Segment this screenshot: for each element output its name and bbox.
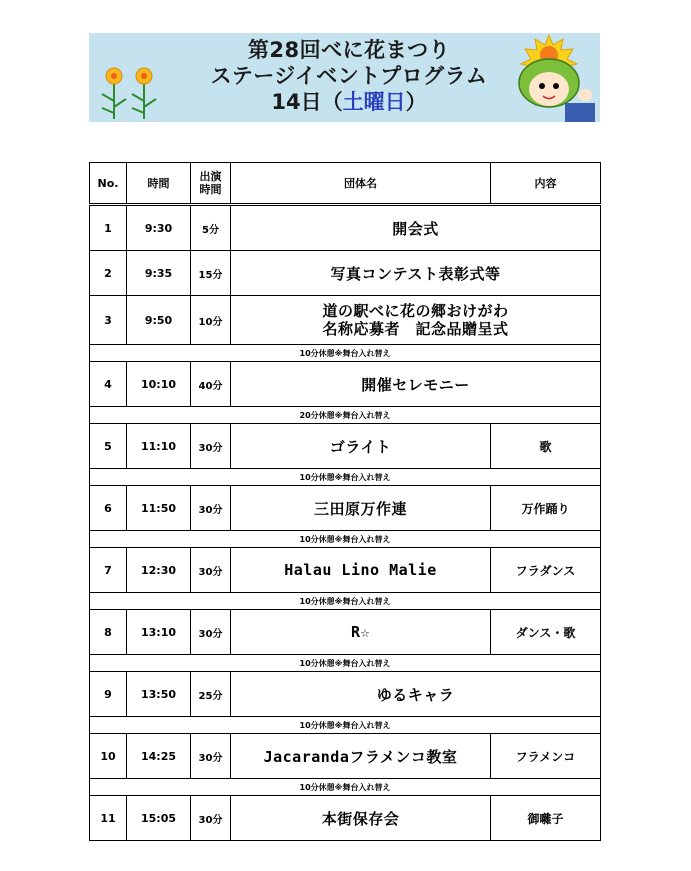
break-note: 10分休憩※舞台入れ替え xyxy=(90,655,601,672)
break-row xyxy=(90,717,601,734)
table-row xyxy=(90,610,601,655)
group-name: Jacarandaフラメンコ教室 xyxy=(231,734,491,779)
group-name: ゴライト xyxy=(231,424,491,469)
break-row xyxy=(90,469,601,486)
col-header-no: No. xyxy=(90,163,127,205)
table-row xyxy=(90,548,601,593)
col-header-duration xyxy=(191,163,231,205)
group-name: ゆるキャラ xyxy=(231,672,601,717)
table-row xyxy=(90,734,601,779)
table-row xyxy=(90,672,601,717)
performance-content: 万作踊り xyxy=(491,486,601,531)
break-note: 10分休憩※舞台入れ替え xyxy=(90,717,601,734)
performance-content: 歌 xyxy=(491,424,601,469)
row-number: 7 xyxy=(90,548,127,593)
title-line-3 xyxy=(199,89,499,115)
row-number: 8 xyxy=(90,610,127,655)
program-table xyxy=(89,162,601,841)
start-time: 13:10 xyxy=(127,610,191,655)
group-name: 本街保存会 xyxy=(231,796,491,841)
mascot-character xyxy=(497,33,600,122)
start-time: 9:35 xyxy=(127,251,191,296)
duration: 10分 xyxy=(191,296,231,345)
performance-content: フラメンコ xyxy=(491,734,601,779)
table-row xyxy=(90,296,601,345)
group-name-line1: 道の駅べに花の郷おけがわ xyxy=(322,302,509,320)
row-number: 4 xyxy=(90,362,127,407)
group-name: 開会式 xyxy=(231,205,601,251)
duration: 40分 xyxy=(191,362,231,407)
row-number: 9 xyxy=(90,672,127,717)
start-time: 11:50 xyxy=(127,486,191,531)
date-prefix: 14日（ xyxy=(271,90,343,114)
group-name: R☆ xyxy=(231,610,491,655)
start-time: 14:25 xyxy=(127,734,191,779)
start-time: 9:30 xyxy=(127,205,191,251)
start-time: 13:50 xyxy=(127,672,191,717)
group-name: 開催セレモニー xyxy=(231,362,601,407)
group-name: 三田原万作連 xyxy=(231,486,491,531)
table-row xyxy=(90,424,601,469)
group-name: 写真コンテスト表彰式等 xyxy=(231,251,601,296)
date-suffix: ） xyxy=(405,90,427,114)
break-note: 20分休憩※舞台入れ替え xyxy=(90,407,601,424)
duration: 25分 xyxy=(191,672,231,717)
row-number: 3 xyxy=(90,296,127,345)
performance-content: 御囃子 xyxy=(491,796,601,841)
table-header-row xyxy=(90,163,601,205)
group-name-line2: 名称応募者 記念品贈呈式 xyxy=(322,320,509,338)
row-number: 2 xyxy=(90,251,127,296)
break-row xyxy=(90,531,601,548)
col-header-duration-line1: 出演 xyxy=(199,170,222,183)
group-name xyxy=(231,296,601,345)
row-number: 10 xyxy=(90,734,127,779)
break-note: 10分休憩※舞台入れ替え xyxy=(90,779,601,796)
start-time: 10:10 xyxy=(127,362,191,407)
title-line-2: ステージイベントプログラム xyxy=(210,64,488,88)
col-header-time: 時間 xyxy=(127,163,191,205)
row-number: 6 xyxy=(90,486,127,531)
break-row xyxy=(90,407,601,424)
row-number: 11 xyxy=(90,796,127,841)
start-time: 11:10 xyxy=(127,424,191,469)
duration: 30分 xyxy=(191,796,231,841)
duration: 30分 xyxy=(191,424,231,469)
safflower-illustration xyxy=(94,61,164,121)
table-row xyxy=(90,362,601,407)
performance-content: フラダンス xyxy=(491,548,601,593)
start-time: 15:05 xyxy=(127,796,191,841)
break-row xyxy=(90,779,601,796)
duration: 15分 xyxy=(191,251,231,296)
duration: 30分 xyxy=(191,734,231,779)
col-header-group-name: 団体名 xyxy=(231,163,491,205)
break-note: 10分休憩※舞台入れ替え xyxy=(90,469,601,486)
col-header-content: 内容 xyxy=(491,163,601,205)
table-row xyxy=(90,205,601,251)
duration: 30分 xyxy=(191,486,231,531)
table-row xyxy=(90,486,601,531)
table-row xyxy=(90,796,601,841)
table-row xyxy=(90,251,601,296)
start-time: 12:30 xyxy=(127,548,191,593)
start-time: 9:50 xyxy=(127,296,191,345)
break-note: 10分休憩※舞台入れ替え xyxy=(90,531,601,548)
col-header-duration-line2: 時間 xyxy=(199,183,222,196)
break-note: 10分休憩※舞台入れ替え xyxy=(90,593,601,610)
break-row xyxy=(90,345,601,362)
duration: 30分 xyxy=(191,548,231,593)
break-row xyxy=(90,593,601,610)
header-banner xyxy=(89,33,600,122)
row-number: 5 xyxy=(90,424,127,469)
break-note: 10分休憩※舞台入れ替え xyxy=(90,345,601,362)
title-line-1: 第28回べに花まつり xyxy=(247,38,451,62)
day-label: 土曜日 xyxy=(342,90,406,114)
break-row xyxy=(90,655,601,672)
program-title xyxy=(199,37,499,115)
performance-content: ダンス・歌 xyxy=(491,610,601,655)
row-number: 1 xyxy=(90,205,127,251)
duration: 30分 xyxy=(191,610,231,655)
duration: 5分 xyxy=(191,205,231,251)
group-name: Halau Lino Malie xyxy=(231,548,491,593)
